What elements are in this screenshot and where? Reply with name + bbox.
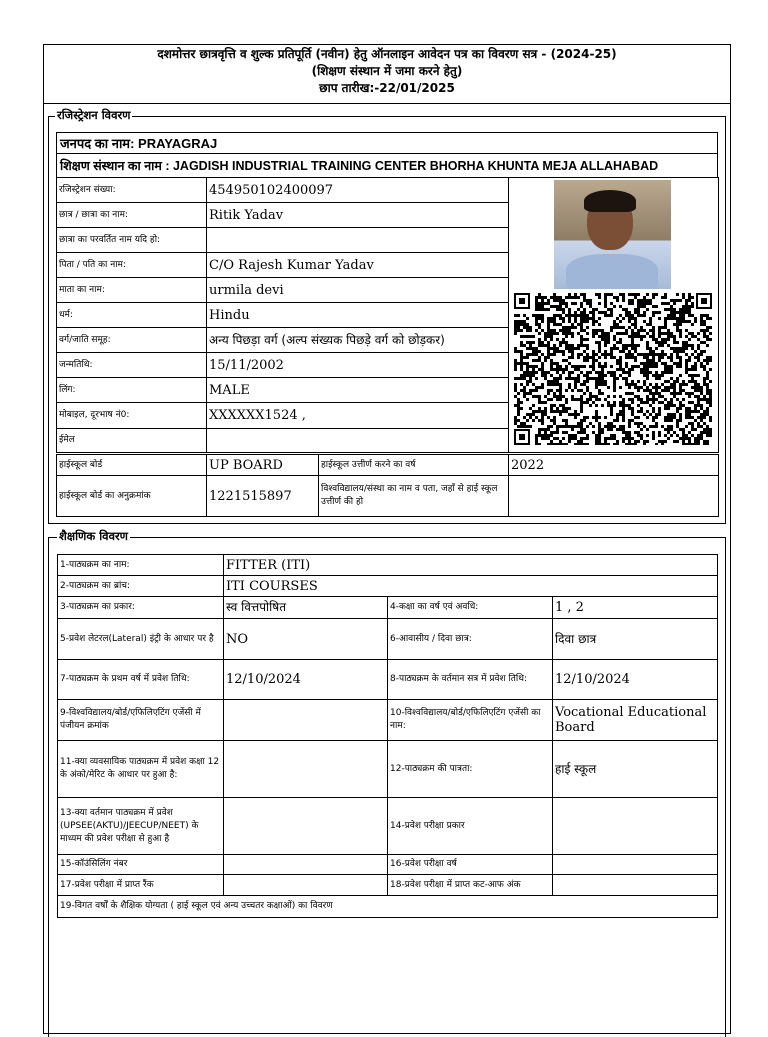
institution-row: शिक्षण संस्थान का नाम : JAGDISH INDUSTRIAL TRAINING CENTER BHORHA KHUNTA MEJA ALLAHABAD — [56, 153, 718, 178]
academic-label: 3-पाठ्यक्रम का प्रकार: — [58, 597, 224, 619]
academic-label: 13-क्या वर्तमान पाठ्यक्रम में प्रवेश (UPSEE(AKTU)/JEECUP/NEET) के माध्यम की प्रवेश परीक्षा से हुआ है — [58, 798, 224, 855]
course-name-label: 1-पाठ्यक्रम का नाम: — [58, 555, 224, 576]
registration-value: Ritik Yadav — [207, 203, 509, 228]
academic-value — [224, 798, 388, 855]
registration-value: Hindu — [207, 303, 509, 328]
academic-value: 12/10/2024 — [224, 660, 388, 700]
academic-label: 5-प्रवेश लेटरल(Lateral) इंट्री के आधार पर है — [58, 619, 224, 660]
academic-label: 6-आवासीय / दिवा छात्र: — [388, 619, 553, 660]
registration-label: जन्मतिथि: — [57, 353, 207, 378]
qr-code-icon — [514, 293, 712, 445]
registration-label: धर्म: — [57, 303, 207, 328]
academic-label: 10-विश्वविद्यालय/बोर्ड/एफिलिएटिंग एजेंसी का नाम: — [388, 700, 553, 741]
table-row — [58, 576, 718, 597]
previous-education-label: 19-विगत वर्षों के शैक्षिक योग्यता ( हाई स्कूल एवं अन्य उच्चतर कक्षाओं) का विवरण — [58, 896, 718, 918]
board-label: हाईस्कूल बोर्ड — [57, 455, 207, 476]
academic-label: 17-प्रवेश परीक्षा में प्राप्त रैंक — [58, 875, 224, 896]
academic-value: Vocational Educational Board — [553, 700, 718, 741]
registration-value: urmila devi — [207, 278, 509, 303]
print-date: छाप तारीख:-22/01/2025 — [319, 81, 455, 95]
academic-value — [553, 798, 718, 855]
student-photo — [554, 180, 671, 289]
roll-label: हाईस्कूल बोर्ड का अनुक्रमांक — [57, 476, 207, 517]
form-header — [44, 45, 730, 104]
registration-value — [207, 228, 509, 253]
registration-value — [207, 429, 509, 453]
academic-label: 14-प्रवेश परीक्षा प्रकार — [388, 798, 553, 855]
registration-label: छात्र / छात्रा का नाम: — [57, 203, 207, 228]
table-row — [58, 700, 718, 741]
academic-label: 4-कक्षा का वर्ष एवं अवधि: — [388, 597, 553, 619]
academic-label: 16-प्रवेश परीक्षा वर्ष — [388, 855, 553, 875]
course-name-value: FITTER (ITI) — [224, 555, 718, 576]
registration-label: छात्रा का परवर्तित नाम यदि हो: — [57, 228, 207, 253]
registration-label: लिंग: — [57, 378, 207, 403]
university-value — [509, 476, 719, 517]
table-row — [58, 660, 718, 700]
pass-year-label: हाईस्कूल उत्तीर्ण करने का वर्ष — [319, 455, 509, 476]
academic-label: 8-पाठ्यक्रम के वर्तमान सत्र में प्रवेश तिथि: — [388, 660, 553, 700]
photo-hair — [584, 190, 636, 212]
academic-value — [224, 741, 388, 798]
academic-value — [224, 700, 388, 741]
form-subtitle: (शिक्षण संस्थान में जमा करने हेतु) — [311, 64, 463, 78]
pass-year-value: 2022 — [509, 455, 719, 476]
registration-label: माता का नाम: — [57, 278, 207, 303]
district-row: जनपद का नाम: PRAYAGRAJ — [56, 132, 718, 154]
table-row — [58, 597, 718, 619]
academic-value — [553, 875, 718, 896]
registration-value: C/O Rajesh Kumar Yadav — [207, 253, 509, 278]
table-row — [58, 896, 718, 918]
table-row — [58, 798, 718, 855]
academic-label: 15-कॉउंसिलिंग नंबर — [58, 855, 224, 875]
academic-label: 11-क्या व्यवसायिक पाठ्यक्रम में प्रवेश कक्षा 12 के अंको/मेरिट के आधार पर हुआ है: — [58, 741, 224, 798]
academic-label: 12-पाठ्यक्रम की पात्रता: — [388, 741, 553, 798]
registration-value: 15/11/2002 — [207, 353, 509, 378]
registration-label: मोबाइल, दूरभाष नं0: — [57, 403, 207, 429]
highschool-table — [56, 454, 719, 517]
academic-table — [57, 554, 718, 918]
table-row — [58, 741, 718, 798]
academic-label: 7-पाठ्यक्रम के प्रथम वर्ष में प्रवेश तिथि: — [58, 660, 224, 700]
roll-value: 1221515897 — [207, 476, 319, 517]
academic-value: 1 , 2 — [553, 597, 718, 619]
photo-shirt — [566, 254, 658, 289]
registration-value: MALE — [207, 378, 509, 403]
academic-value: 12/10/2024 — [553, 660, 718, 700]
university-label: विश्वविद्यालय/संस्था का नाम व पता, जहाँ से हाई स्कूल उत्तीर्ण की हो — [319, 476, 509, 517]
academic-label: 9-विश्वविद्यालय/बोर्ड/एफिलिएटिंग एजेंसी में पंजीयन क्रमांक — [58, 700, 224, 741]
registration-label: पिता / पति का नाम: — [57, 253, 207, 278]
registration-value: 454950102400097 — [207, 178, 509, 203]
registration-legend: रजिस्ट्रेशन विवरण — [57, 108, 131, 122]
table-row — [58, 875, 718, 896]
table-row — [58, 619, 718, 660]
board-value: UP BOARD — [207, 455, 319, 476]
academic-label: 18-प्रवेश परीक्षा में प्राप्त कट-आफ अंक — [388, 875, 553, 896]
academic-value — [224, 875, 388, 896]
table-row — [57, 455, 719, 476]
table-row — [58, 555, 718, 576]
registration-label: वर्ग/जाति समूह: — [57, 328, 207, 353]
table-row — [58, 855, 718, 875]
registration-label: रजिस्ट्रेशन संख्या: — [57, 178, 207, 203]
form-title: दशमोत्तर छात्रवृत्ति व शुल्क प्रतिपूर्ति (नवीन) हेतु ऑनलाइन आवेदन पत्र का विवरण सत्र - (2024-25) — [157, 47, 617, 61]
academic-value: हाई स्कूल — [553, 741, 718, 798]
academic-value — [553, 855, 718, 875]
academic-value: NO — [224, 619, 388, 660]
academic-value: स्व वित्तपोषित — [224, 597, 388, 619]
registration-value: XXXXXX1524 , — [207, 403, 509, 429]
academic-legend: शैक्षणिक विवरण — [59, 529, 128, 543]
academic-value: दिवा छात्र — [553, 619, 718, 660]
branch-label: 2-पाठ्यक्रम का ब्रांच: — [58, 576, 224, 597]
registration-label: ईमेल — [57, 429, 207, 453]
academic-value — [224, 855, 388, 875]
branch-value: ITI COURSES — [224, 576, 718, 597]
table-row — [57, 476, 719, 517]
registration-value: अन्य पिछड़ा वर्ग (अल्प संख्यक पिछड़े वर्ग को छोड़कर) — [207, 328, 509, 353]
